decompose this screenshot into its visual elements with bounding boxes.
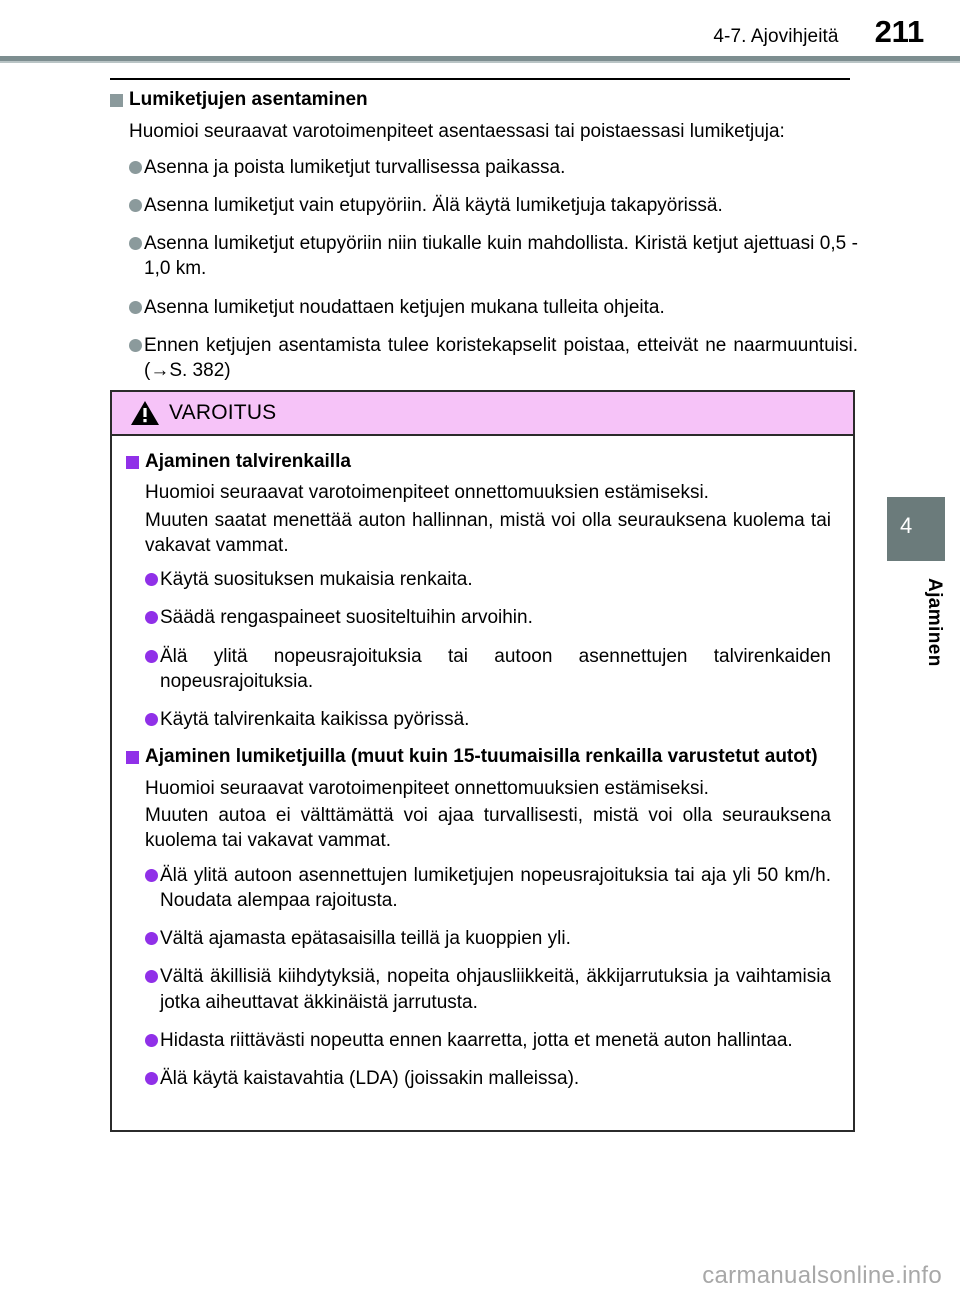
list-item	[145, 926, 831, 951]
list-item	[129, 231, 858, 282]
section-heading	[110, 88, 858, 112]
chapter-tab-label: Ajaminen	[924, 578, 945, 667]
main-bullet-list	[110, 155, 858, 384]
section-heading-text: Lumiketjujen asentaminen	[129, 89, 368, 110]
round-bullet-icon	[129, 339, 142, 352]
list-item-text: Asenna lumiketjut vain etupyöriin. Älä käytä lumiketjuja takapyörissä.	[144, 194, 723, 216]
warning-group-heading-text: Ajaminen lumiketjuilla (muut kuin 15-tuumaisilla renkailla varustetut autot)	[145, 746, 818, 768]
warning-bullet-list	[126, 863, 831, 1092]
header-chapter-label: 4-7. Ajovihjeitä	[713, 26, 839, 47]
round-bullet-icon	[145, 869, 158, 882]
round-bullet-icon	[145, 970, 158, 983]
round-bullet-icon	[145, 1072, 158, 1085]
list-item	[129, 333, 858, 384]
list-item-text: Asenna lumiketjut etupyöriin niin tiukalle kuin mahdollista. Kiristä ketjut ajettuasi 0,5 - 1,0 km.	[144, 233, 858, 280]
list-item-text: Asenna lumiketjut noudattaen ketjujen mukana tulleita ohjeita.	[144, 296, 665, 318]
warning-bullet-list	[126, 567, 831, 732]
chapter-tab	[887, 497, 945, 561]
intro-paragraph: Huomioi seuraavat varotoimenpiteet asentaessasi tai poistaessasi lumiketjuja:	[129, 121, 785, 143]
round-bullet-icon	[145, 650, 158, 663]
round-bullet-icon	[129, 199, 142, 212]
warning-group-heading	[126, 450, 831, 474]
warning-group-heading	[126, 745, 831, 769]
round-bullet-icon	[145, 713, 158, 726]
warning-group	[126, 450, 831, 732]
header-rule-secondary	[0, 61, 960, 63]
list-item	[145, 567, 831, 592]
list-item	[145, 863, 831, 914]
warning-title: VAROITUS	[169, 401, 277, 424]
list-item-text: Ennen ketjujen asentamista tulee koristekapselit poistaa, etteivät ne naarmuuntuisi. (→S. 382)	[144, 334, 858, 382]
list-item-text: Vältä äkillisiä kiihdytyksiä, nopeita ohjausliikkeitä, äkkijarrutuksia ja vaihtamisia jotka aiheuttavat äkkinäistä jarrutusta.	[160, 966, 831, 1013]
footer-watermark: carmanualsonline.info	[702, 1262, 942, 1289]
list-item	[145, 605, 831, 630]
main-content	[110, 88, 858, 396]
list-item	[145, 1066, 831, 1091]
square-bullet-icon	[126, 456, 139, 469]
list-item	[145, 964, 831, 1015]
section-divider-rule	[110, 78, 850, 80]
warning-triangle-icon	[130, 400, 160, 426]
list-item	[145, 707, 831, 732]
list-item-text: Säädä rengaspaineet suositeltuihin arvoihin.	[160, 607, 533, 629]
warning-paragraph: Huomioi seuraavat varotoimenpiteet onnettomuuksien estämiseksi.	[145, 482, 709, 504]
page-number: 211	[874, 14, 924, 49]
list-item	[145, 1028, 831, 1053]
round-bullet-icon	[145, 573, 158, 586]
round-bullet-icon	[145, 932, 158, 945]
warning-paragraph: Huomioi seuraavat varotoimenpiteet onnettomuuksien estämiseksi.	[145, 777, 709, 799]
round-bullet-icon	[129, 237, 142, 250]
warning-box-body	[112, 436, 853, 1130]
list-item-text: Käytä talvirenkaita kaikissa pyörissä.	[160, 709, 470, 731]
list-item-text: Älä ylitä autoon asennettujen lumiketjujen nopeusrajoituksia tai aja yli 50 km/h. Noudata alempaa rajoitusta.	[160, 864, 831, 911]
round-bullet-icon	[145, 611, 158, 624]
list-item	[145, 644, 831, 695]
round-bullet-icon	[129, 161, 142, 174]
warning-box-header	[112, 392, 853, 436]
round-bullet-icon	[145, 1034, 158, 1047]
warning-box	[110, 390, 855, 1132]
list-item	[129, 193, 858, 218]
list-item	[129, 155, 858, 180]
running-header	[0, 14, 960, 48]
list-item-text: Älä käytä kaistavahtia (LDA) (joissakin malleissa).	[160, 1068, 580, 1090]
warning-group-heading-text: Ajaminen talvirenkailla	[145, 451, 351, 472]
warning-group	[126, 745, 831, 1091]
list-item-text: Asenna ja poista lumiketjut turvallisessa paikassa.	[144, 156, 566, 178]
list-item-text: Hidasta riittävästi nopeutta ennen kaarretta, jotta et menetä auton hallintaa.	[160, 1029, 793, 1051]
list-item-text: Älä ylitä nopeusrajoituksia tai autoon asennettujen talvirenkaiden nopeusrajoituksia.	[160, 645, 831, 692]
list-item-text: Vältä ajamasta epätasaisilla teillä ja kuoppien yli.	[160, 928, 571, 950]
warning-paragraph: Muuten autoa ei välttämättä voi ajaa turvallisesti, mistä voi olla seurauksena kuolema tai vakavat vammat.	[145, 805, 831, 852]
square-bullet-icon	[110, 94, 123, 107]
list-item	[129, 295, 858, 320]
square-bullet-icon	[126, 751, 139, 764]
warning-paragraph: Muuten saatat menettää auton hallinnan, mistä voi olla seurauksena kuolema tai vakavat vammat.	[145, 509, 831, 556]
round-bullet-icon	[129, 301, 142, 314]
chapter-tab-number: 4	[900, 513, 913, 538]
list-item-text: Käytä suosituksen mukaisia renkaita.	[160, 569, 473, 591]
